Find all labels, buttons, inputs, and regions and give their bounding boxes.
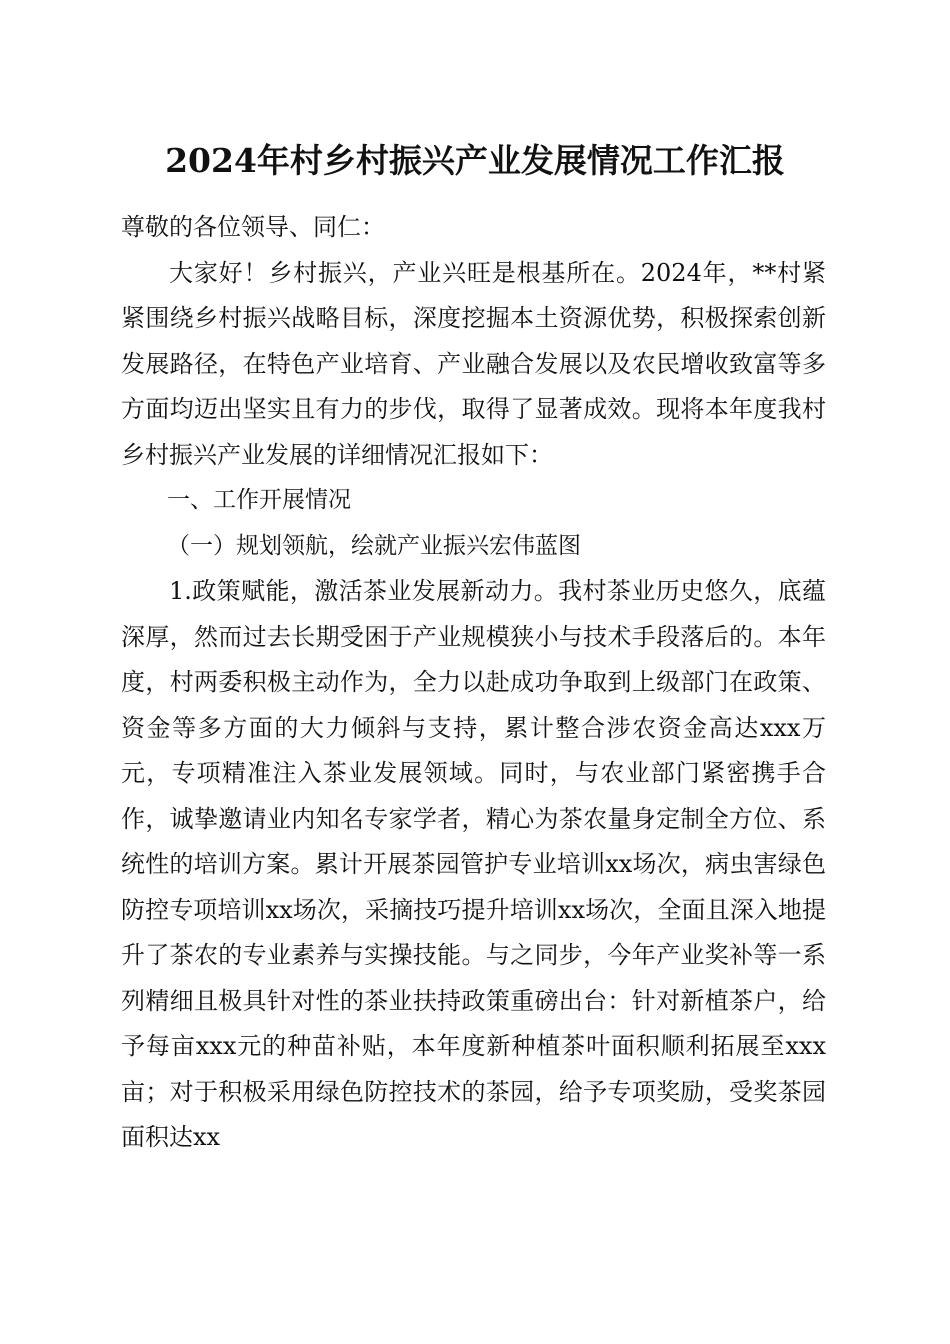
subsection-heading: （一）规划领航，绘就产业振兴宏伟蓝图 (167, 532, 581, 559)
section-heading: 一、工作开展情况 (167, 487, 351, 513)
point-paragraph: 1.政策赋能，激活茶业发展新动力。我村茶业历史悠久，底蕴深厚，然而过去长期受困于产业规模狭小与技术手段落后的。本年度，村两委积极主动作为，全力以赴成功争取到上级部门在政策、资金等多方面的大力倾斜与支持，累计整合涉农资金高达xxx万元，专项精准注入茶业发展领域。同时，与农业部门紧密携手合作，诚挚邀请业内知名专家学者，精心为茶农量身定制全方位、系统性的培训方案。累计开展茶园管护专业培训xx场次，病虫害绿色防控专项培训xx场次，采摘技巧提升培训xx场次，全面且深入地提升了茶农的专业素养与实操技能。与之同步，今年产业奖补等一系列精细且极具针对性的茶业扶持政策重磅出台：针对新植茶户，给予每亩xxx元的种苗补贴，本年度新种植茶叶面积顺利拓展至xxx亩；对于积极采用绿色防控技术的茶园，给予专项奖励，受奖茶园面积达xx (121, 577, 826, 1151)
salutation: 尊敬的各位领导、同仁： (121, 213, 385, 241)
intro-paragraph: 大家好！乡村振兴，产业兴旺是根基所在。2024年，**村紧紧围绕乡村振兴战略目标，深度挖掘本土资源优势，积极探索创新发展路径，在特色产业培育、产业融合发展以及农民增收致富等多方面均迈出坚实且有力的步伐，取得了显著成效。现将本年度我村乡村振兴产业发展的详细情况汇报如下： (121, 258, 826, 469)
document-body (121, 205, 826, 1161)
document-title: 2024年村乡村振兴产业发展情况工作汇报 (165, 141, 785, 180)
